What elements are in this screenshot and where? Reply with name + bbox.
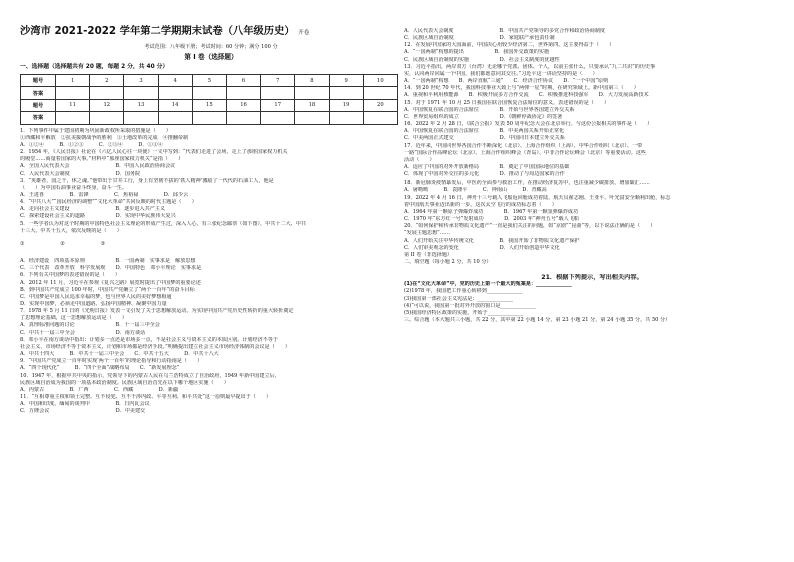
answer-cell[interactable] (226, 112, 260, 124)
question-line: C．万隆会议 D．中美建交 (20, 408, 146, 415)
question-line: 民族区域自治成为我国的一项基本政治制度。民族区域自治首先在以下哪个地区实施（ ） (20, 379, 229, 386)
question-line: 21．根据下列提示，写出相关内容。 (541, 274, 643, 282)
answer-cell[interactable] (363, 87, 397, 99)
answer-table (20, 74, 398, 125)
answer-cell[interactable] (158, 112, 192, 124)
question-line: 15．对于 1971 年 10 月 25 日我国在联合国恢复合法席位的意义，表述错误的是（ ） (404, 99, 610, 106)
answer-table-answer-row-1 (21, 87, 398, 99)
answer-table-num: 16 (226, 99, 260, 111)
question-line: C．中美两国正式建交 D．中国同日本建立外交关系 (404, 135, 565, 142)
answer-table-num: 7 (261, 75, 295, 87)
question-line: A．走向社会主义建设 B．逐步进入共产主义 (20, 206, 165, 213)
answer-cell[interactable] (56, 87, 90, 99)
question-line: (2)1978 年，我国把工作重心转移到______________ (404, 288, 523, 295)
answer-cell[interactable] (295, 112, 329, 124)
answer-cell[interactable] (192, 112, 226, 124)
answer-table-num: 14 (158, 99, 192, 111)
question-line: A．经济建设 四项基本原则 B．一国两制 实事求是 解放思想 (20, 258, 196, 265)
question-line: 二、填空题（每小题 2 分，共 10 分） (404, 259, 492, 265)
answer-cell[interactable] (261, 87, 295, 99)
answer-cell[interactable] (363, 112, 397, 124)
question-line: C．三个代表 改革开放 科学发展观 D．中国特色 邓小平理论 实事求是 (20, 265, 202, 272)
answer-table-num-label: 题号 (21, 75, 56, 87)
question-line: A．屠呦呦 B．袁隆平 C．钟南山 D．青藏高 (404, 187, 547, 194)
question-line: 十三大、中共十五大，依次反映的是（ ） (20, 227, 122, 234)
question-line: A．中国和印度、缅甸的谈判中 B．日内瓦会议 (20, 401, 150, 408)
question-line: A．内蒙古 B．广西 C．西藏 D．新疆 (20, 386, 179, 393)
question-line: B．到中国共产党成立 100 年时，中国共产党确立了“两个一百年”的奋斗目标 (20, 286, 195, 293)
question-line: A．重视和平利用核能源 B．积极开展多方合作交流 C．积极推进科技强军 D．大力发展高新技术 (404, 92, 649, 99)
question-line: 第 II 卷（非选择题） (404, 251, 453, 258)
question-line: 14．到 20 世纪 70 年代，我国科技事业大致上与“两弹一星”时期，在研究领域上。新中国第三（ ） (404, 85, 639, 92)
question-line: A．中国恢复在联合国的合法席位 B．开始与世界各国建立外交关系 (404, 106, 575, 113)
answer-cell[interactable] (329, 87, 363, 99)
left-question-block (20, 128, 402, 416)
exam-title-note: 开卷 (298, 30, 310, 36)
question-line: C．探索建设社会主义的道路 D．实现中华民族伟大复兴 (20, 213, 176, 220)
question-line: 活动（ ） (404, 156, 435, 163)
question-line: 9．“中国共产党成立一百年时实现‘两个一百年’的理论指导和行动指南是（ ） (20, 358, 203, 365)
answer-table-num: 19 (329, 99, 363, 111)
answer-table-num: 12 (90, 99, 124, 111)
exam-title (20, 24, 402, 40)
section1-heading: 一、选择题（选择题共有 20 题，每题 2 分，共 40 分） (20, 64, 169, 70)
question-line: 12．在发展中国家的大国面前，中国决心用较少经济第二，世界第四。这主要得益于（ ） (404, 42, 615, 49)
answer-cell[interactable] (192, 87, 226, 99)
question-line: C．中共十一届三中全会 D．南方谈话 (20, 329, 146, 336)
answer-table-num: 11 (56, 99, 90, 111)
question-line: A．“一国两制”构想的提出 B．我国外交政策的实施 (404, 49, 550, 56)
question-line: 三、综合题（本大题共三小题，共 22 分，其中第 22 小题 14 分，第 23 小题 21 分，第 24 小题 35 分，共 50 分） (404, 317, 671, 324)
answer-cell[interactable] (261, 112, 295, 124)
answer-table-num: 8 (295, 75, 329, 87)
question-line: (1)在“文化大革命”中，党的历史上第一个最大的冤案是：______________ (404, 281, 572, 288)
question-line: ①西藏和平解放 ②抗美援朝战争的胜利 ③土地改革的完成 ④推翻帝制 (20, 134, 189, 141)
question-line: 3．“英雄者，国之干，休之魂。”他带出于甘井工行，身上有坚韧不拔的‘铁人精神’激励了一代代的石油工人，他是 (20, 177, 274, 184)
question-line: A．中国恢复在联合国的合法席位 B．中美两国关系开始正常化 (404, 128, 565, 135)
left-column (20, 0, 402, 562)
question-line: 18．新冠肺炎疫情暴发后，中医药全面参与救治工作，在推动经济复苏中，也注重减少碳排放，增加碳汇…… (404, 180, 650, 187)
question-line: ① ② ③ (20, 240, 106, 247)
exam-title-text: 沙湾市 2021-2022 学年第二学期期末试卷（八年级历史） (20, 25, 295, 37)
answer-table-number-row-1 (21, 75, 398, 87)
answer-table-num: 10 (363, 75, 397, 87)
question-line: A．“一国两制”构想 B．两岸直航“三通” C．经济合作协议 D．“一个中国”原则 (404, 78, 609, 85)
answer-table-num: 20 (363, 99, 397, 111)
part1-heading: 第 I 卷（选择题） (184, 53, 238, 61)
answer-table-num: 9 (329, 75, 363, 87)
question-line: A．1964 年第一颗原子弹爆炸成功 B．1967 年第一颗氢弹爆炸成功 (404, 208, 579, 215)
right-column (404, 0, 780, 562)
question-line: 社会主义，市场经济不等于资本主义，计划和市场都是经济手段。”明确提出建立社会主义市场经济体制的会议是（ ） (20, 343, 291, 350)
answer-cell[interactable] (56, 112, 90, 124)
answer-table-answer-row-2 (21, 112, 398, 124)
question-line: 着中国航天事业迈出新的一步，这次太空飞行的成功标志着（ ） (404, 201, 557, 208)
answer-table-num: 4 (158, 75, 192, 87)
question-line: (4)“可以说，我国第一批对外开放的窗口是______________ (404, 302, 537, 309)
question-line: C．民族区域自治制度 D．家庭联产承包责任制 (404, 35, 555, 42)
answer-table-num: 5 (192, 75, 226, 87)
exam-info: 考试范围：八年级下册；考试时间：60 分钟；满分 100 分 (144, 44, 278, 50)
question-line: A．全国人民代表大会 B．中国人民政治协商会议 (20, 163, 176, 170)
question-line: 一路”国际合作高峰论坛（北京）、上海合作组织峰会（青岛）、中非合作论坛峰会（北京）等重要活动。这些 (404, 149, 647, 156)
question-line: 8．邓小平在南方谈话中指出：计划多一点还是市场多一点，不是社会主义与资本主义的本质区别。计划经济不等于 (20, 336, 278, 343)
question-line: C．世界贸易组织的成立 D．《朝鲜停战协定》的签署 (404, 113, 563, 120)
question-line: C．人民代表大会制度 D．国务院 (20, 170, 141, 177)
answer-table-num: 17 (261, 99, 295, 111)
answer-table-ans-label: 答案 (21, 112, 56, 124)
question-line: 的殿堂……商量着国家的大事。”材料中“那座国家权力机关”是指（ ） (20, 156, 184, 163)
question-line: 了思想理论基础，这一思想解放运动是（ ） (20, 315, 127, 322)
question-line: C．中国梦是中国人民追求幸福的梦，也与世界人民的美好梦想相通 (20, 293, 172, 300)
answer-table-num: 3 (124, 75, 158, 87)
question-line: 17．近年来，中国同世界各国合作不断深化（北京）、上海合作组织（上海）、中华合作组织（北京）、一带 (404, 142, 643, 149)
answer-table-num: 6 (226, 75, 260, 87)
question-line: A．人们开始关注中华传统文化 B．我国开始了非物质文化遗产保护 (404, 237, 580, 244)
question-line: A．人民代表大会制度 B．中国共产党领导的多党合作和政治协商制度 (404, 28, 605, 34)
question-line: D．实现中国梦，必须走中国道路、弘扬中国精神、凝聚中国力量 (20, 301, 167, 307)
answer-table-num: 15 (192, 99, 226, 111)
answer-cell[interactable] (226, 87, 260, 99)
question-line: 实，认同两岸同属一个中国，我们都愿意同其交往。”习近平这一讲话坚持的是（ ） (404, 70, 598, 77)
answer-cell[interactable] (124, 87, 158, 99)
question-line: A．“四个现代化” B．“四个全面”战略布局 C．“新发展理念” (20, 365, 180, 372)
question-line: A．①②④ B．①②③ C．②③④ D．①③④ (20, 141, 163, 148)
answer-cell[interactable] (295, 87, 329, 99)
question-line: C．体现了中国对外交往的多元化 D．推动了与周边国家的合作 (404, 171, 565, 178)
answer-table-num: 13 (124, 99, 158, 111)
question-line: (3)我国第一部社会主义宪法是：______________ (404, 295, 514, 302)
question-line: C．1970 年“东方红一号”发射成功 D．2003 年“神舟五号”载人飞船 (404, 216, 579, 223)
answer-table-num: 2 (90, 75, 124, 87)
answer-cell[interactable] (329, 112, 363, 124)
question-line: 1．下列事件中属于建国初期为巩固新政权所采取的措施是（ ） (20, 127, 171, 134)
question-line: A．真理标准问题的讨论 B．十一届三中全会 (20, 322, 160, 329)
answer-cell[interactable] (158, 87, 192, 99)
answer-cell[interactable] (90, 87, 124, 99)
question-line: C．民族区域自治制度的实施 D．社会主义制度的优越性 (404, 56, 560, 63)
question-line: A．适应了中国的对外开放新格局 B．奠定了中国国际地位的基础 (404, 163, 570, 170)
question-line: 5．一些学者认为对这个时期的中国特色社会主义理论的形成产生过，深入人心，有三张纪念邮票（如下图），中共十二大、中共 (20, 220, 306, 227)
question-line: 2．1954 年，《人民日报》社论在《六亿人民心往一块使》一文中写到：“代表们走进了会场，走上了那座国家权力机关 (20, 149, 288, 156)
question-line: 10．1947 年，根据中共中央的指示，党领导下的内蒙古人民在乌兰浩特成立了自治政府，1949 年新中国建立后， (20, 372, 280, 379)
answer-table-num: 18 (295, 99, 329, 111)
question-line: “发展主题思想”…… (404, 230, 450, 237)
question-line: 16．2022 年 2 月 28 日，《联合公报》发表 50 周年纪念大会在北京举行。与这份公报相关的事件是（ ） (404, 121, 653, 128)
question-line: 6．下列有关中国梦的表述错误的是（ ） (20, 272, 121, 279)
answer-table-number-row-2 (21, 99, 398, 111)
question-line: (5)我国经济特区政策的实施，开始于______________ (404, 309, 524, 316)
question-line: A．中共十四大 B．中共十一届三中全会 C．中共十五大 D．中共十八大 (20, 351, 219, 358)
answer-table-num-label: 题号 (21, 99, 56, 111)
question-line: （ ）为中国石油事业奋斗终身，奋斗一生。 (20, 184, 127, 191)
right-question-block (404, 28, 780, 324)
question-line: 7．1978 年 5 月 11 日的《光明日报》发表一文引发了关于思想解放运动。为实现中国共产党历史性转折的重大转折奠定 (20, 308, 294, 315)
question-line: A．王进喜 B．雷锋 C．焦裕禄 D．邱少云 (20, 191, 189, 198)
question-line: A．2012 年 11 月，习近平在参观《复兴之路》展览时提出了中国梦的重要论述 (20, 279, 201, 286)
question-line: 19．2022 年 4 月 16 日，神舟十三号载人飞船返回舱成功着陆，航天员翟志刚、王亚平、叶光富安全顺利出舱，标志 (404, 194, 671, 201)
answer-cell[interactable] (124, 112, 158, 124)
answer-table-ans-label: 答案 (21, 87, 56, 99)
question-line: 13．习近平指出，两岸双方（台湾）无论哪个党派、团体、个人，以前主张什么，只要承认“九二共识”的历史事 (404, 63, 656, 70)
question-line: C．人们审美观念的变化 D．人们开始创造中华文化 (404, 244, 560, 251)
answer-table-num: 1 (56, 75, 90, 87)
question-line: 11．“互相尊重主权和领土完整、互不侵犯、互不干涉内政、平等互利、和平共处”这一原则最早提出于（ ） (20, 394, 272, 401)
answer-cell[interactable] (90, 112, 124, 124)
question-line: 4．“中共八大”“国民经济的调整”“文化大革命”共同反映的时代主题是（ ） (20, 199, 197, 206)
question-line: 20．“如何保护和传承非物质文化遗产”一直是我们关注的问题，如“京剧”“昆曲”等，以下说法正确的是（ ） (404, 223, 656, 230)
